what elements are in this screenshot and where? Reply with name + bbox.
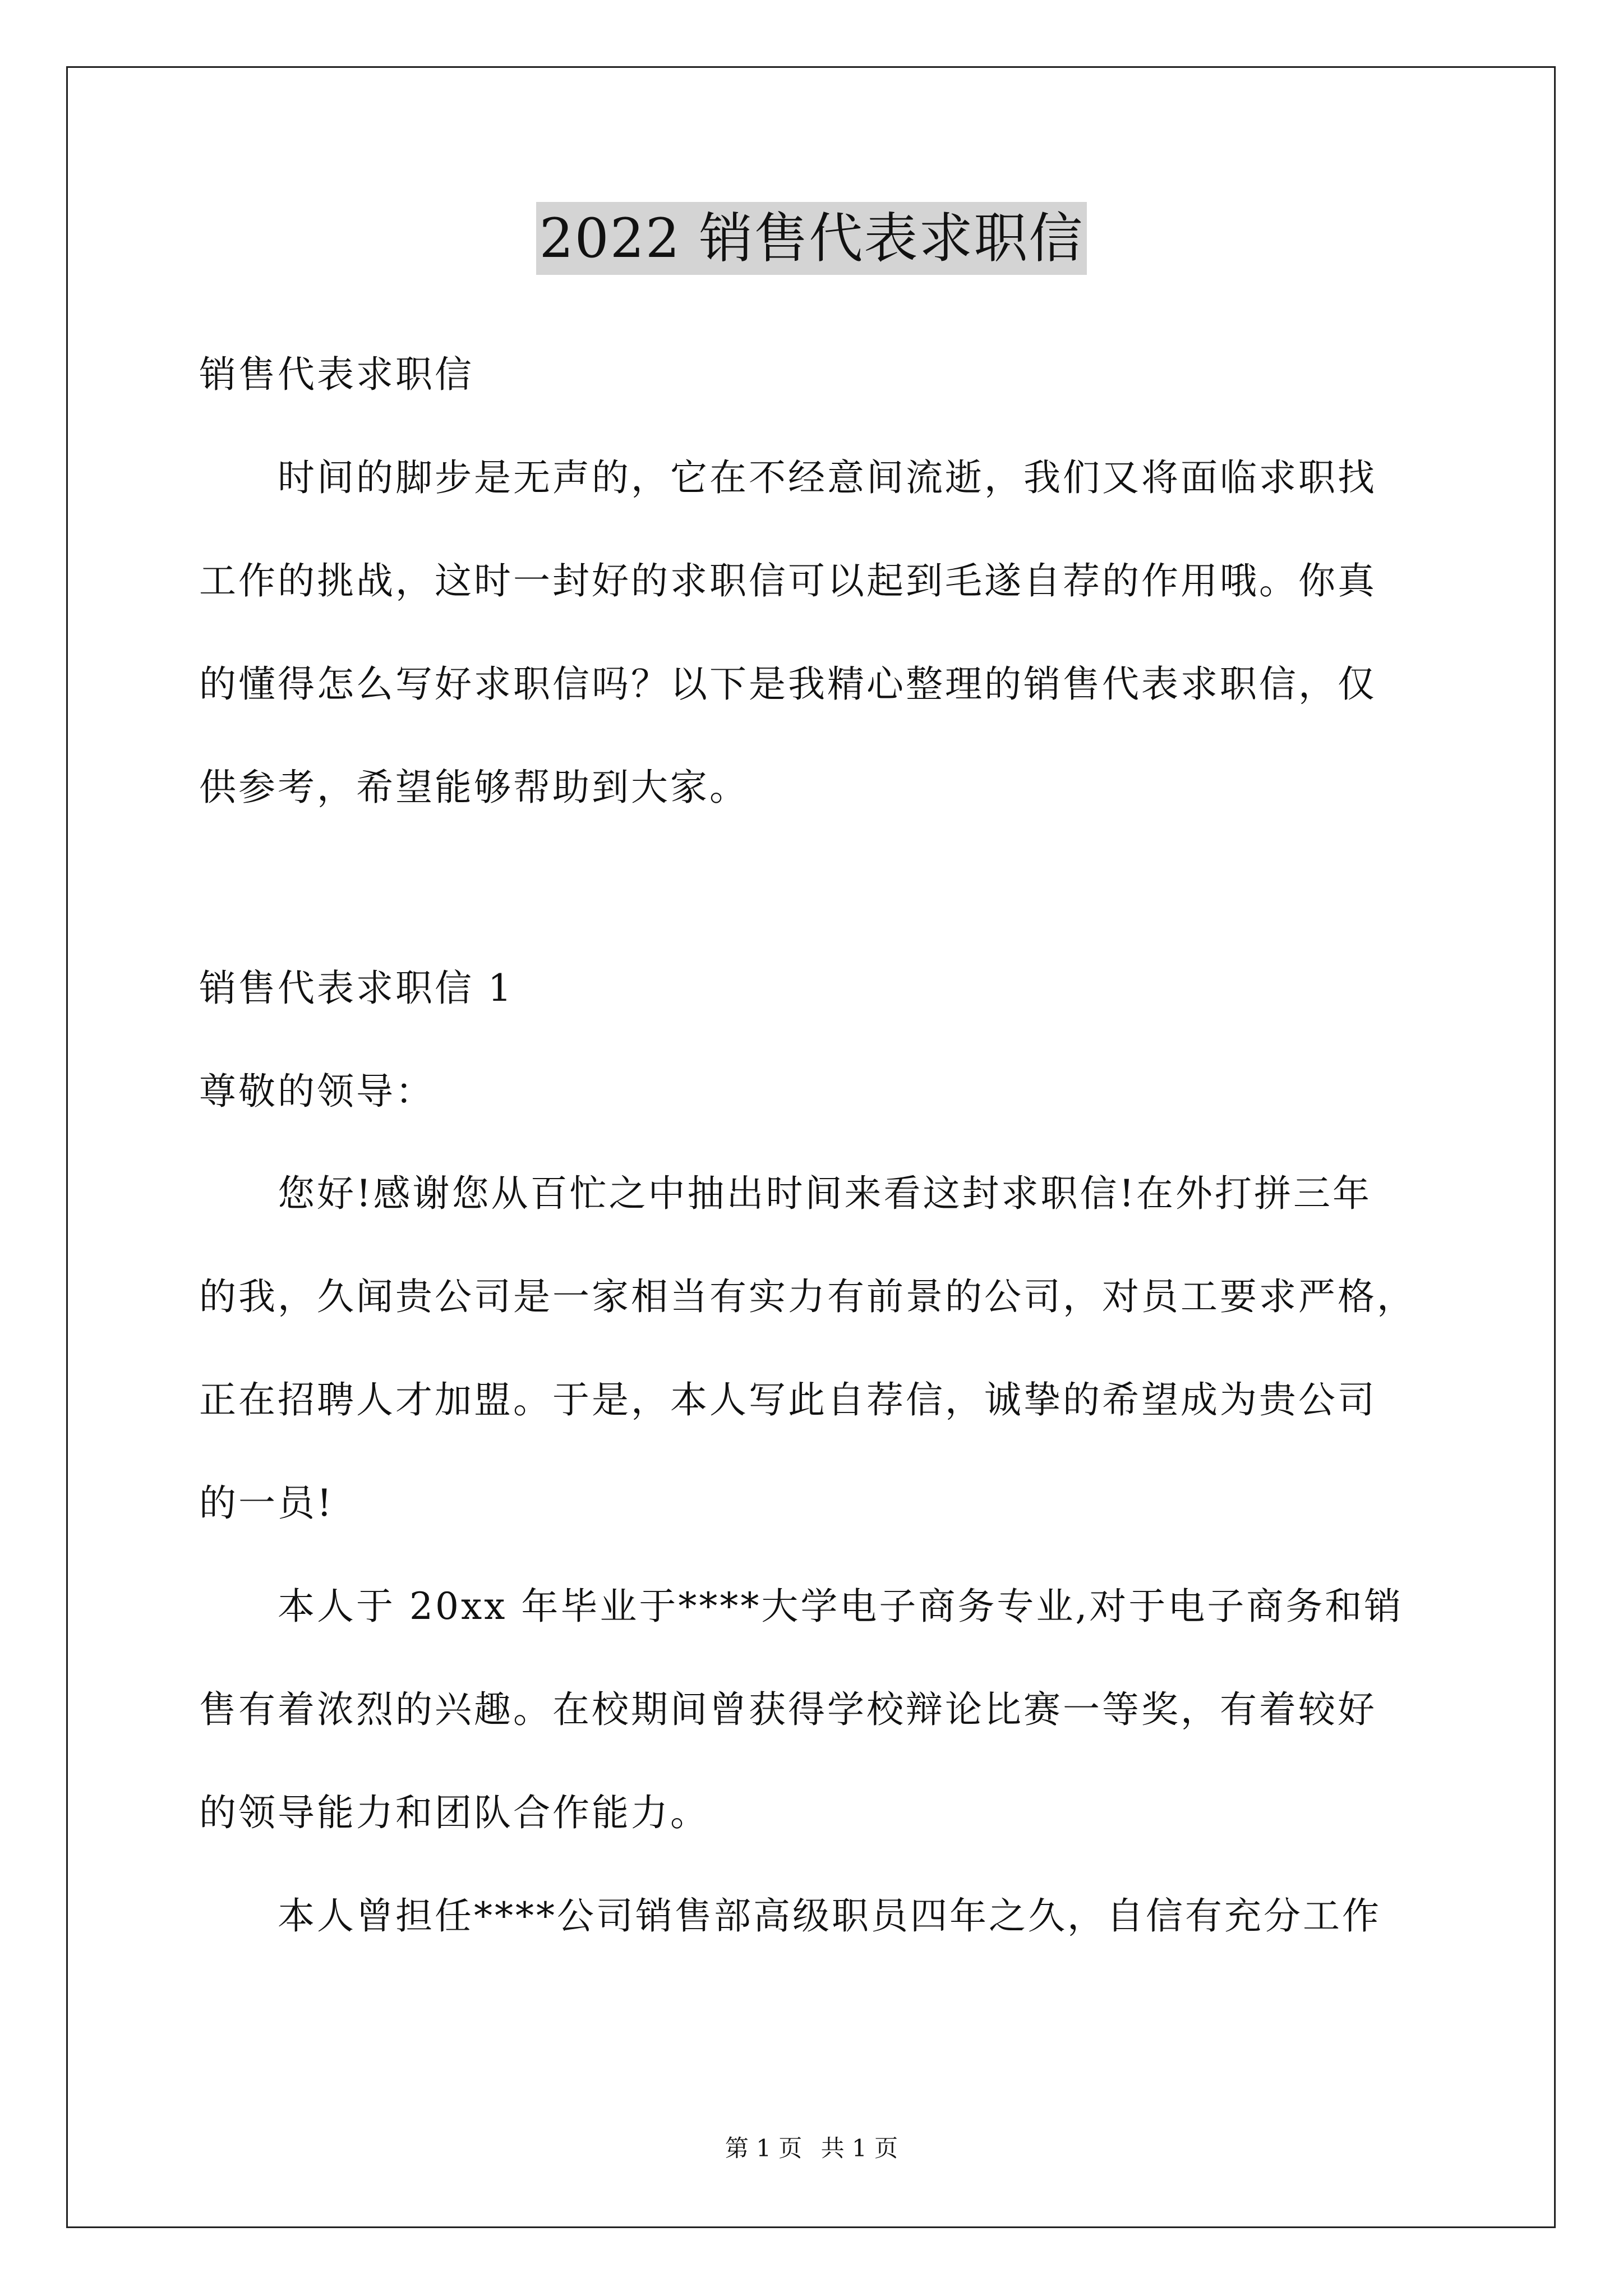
intro-line: 供参考，希望能够帮助到大家。 [199,766,749,809]
paragraph-line: 的一员! [199,1481,334,1525]
document-body [199,348,1438,1943]
intro-paragraph [199,451,1438,815]
page-number-total: 共 1 页 [820,2134,898,2162]
paragraph-line: 本人曾担任****公司销售部高级职员四年之久，自信有充分工作 [278,1894,1381,1938]
salutation: 尊敬的领导： [199,1070,435,1113]
paragraph-line: 售有着浓烈的兴趣。在校期间曾获得学校辩论比赛一等奖，有着较好 [199,1688,1377,1731]
paragraph-line: 本人于 20xx 年毕业于****大学电子商务专业,对于电子商务和销 [278,1585,1404,1628]
intro-line: 工作的挑战，这时一封好的求职信可以起到毛遂自荐的作用哦。你真 [199,559,1377,602]
intro-line: 的懂得怎么写好求职信吗？以下是我精心整理的销售代表求职信，仅 [199,662,1377,706]
paragraph-1 [199,1167,1438,1530]
page-footer [0,2132,1623,2165]
paragraph-line: 您好!感谢您从百忙之中抽出时间来看这封求职信!在外打拼三年 [278,1172,1372,1215]
page-number-current: 第 1 页 [725,2134,803,2162]
section-title: 销售代表求职信 1 [199,967,514,1010]
paragraph-line: 正在招聘人才加盟。于是，本人写此自荐信，诚挚的希望成为贵公司 [199,1378,1377,1421]
intro-line: 时间的脚步是无声的，它在不经意间流逝，我们又将面临求职找 [278,456,1377,499]
document-title: 2022 销售代表求职信 [536,202,1087,275]
paragraph-2 [199,1580,1438,1840]
title-wrap [0,202,1623,275]
paragraph-line: 的领导能力和团队合作能力。 [199,1791,709,1834]
paragraph-3 [199,1889,1438,1943]
document-heading: 销售代表求职信 [199,353,474,396]
paragraph-line: 的我，久闻贵公司是一家相当有实力有前景的公司，对员工要求严格， [199,1275,1416,1318]
